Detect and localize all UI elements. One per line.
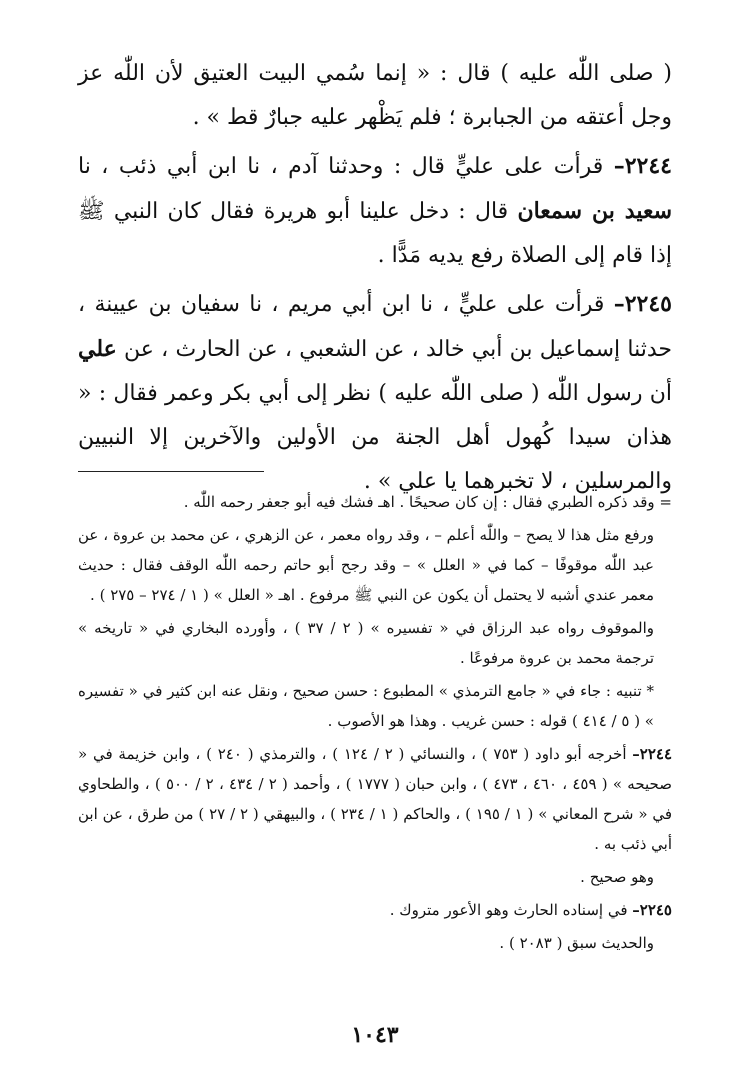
page-number: ١٠٤٣ [351,1022,399,1048]
book-page [78,0,672,1084]
footnote-text: أخرجه أبو داود ( ٧٥٣ ) ، والنسائي ( ٢ / ١٢٤ ) ، والترمذي ( ٢٤٠ ) ، وابن خزيمة في « صحيحه » ( ٤٥٩ ، ٤٦٠ ، ٤٧٣ ) ، وابن حبان ( ١٧٧٧ ) ، وأحمد ( ٢ / ٤٣٤ ، ٢ / ٥٠٠ ) ، والطحاوي في « شرح المعاني » ( ١ / ١٩٥ ) ، والحاكم ( ١ / ٢٣٤ ) ، والبيهقي ( ٢ / ٢٧ ) من طرق ، عن ابن أبي ذئب به . [78,745,672,853]
footnote-continuation: = وقد ذكره الطبري فقال : إن كان صحيحًا . اهـ فشك فيه أبو جعفر رحمه اللّٰه . [183,493,672,511]
hadith-text: قال : دخل علينا أبو هريرة فقال كان النبي ﷺ إذا قام إلى الصلاة رفع يديه مَدًّا . [78,199,672,268]
footnote-number: ٢٢٤٤– [632,745,673,763]
footnote-note: * تنبيه : جاء في « جامع الترمذي » المطبوع : حسن صحيح ، ونقل عنه ابن كثير في « تفسيره » ( ٥ / ٤١٤ ) قوله : حسن غريب . وهذا هو الأصوب . [78,682,654,730]
intro-paragraph: ( صلى اللّٰه عليه ) قال : « إنما سُمي البيت العتيق لأن اللّٰه عز وجل أعتقه من الجبابرة ؛ فلم يَظْهر عليه جبارٌ قط » . [78,61,672,130]
hadith-2244 [78,144,672,278]
narrator-name: علي [78,336,117,362]
hadith-text: قرأت على عليٍّ قال : وحدثنا آدم ، نا ابن أبي ذئب ، نا [78,154,614,179]
footnote-paragraph: ورفع مثل هذا لا يصح – واللّٰه أعلم – ، وقد رواه معمر ، عن الزهري ، عن محمد بن عروة ، عن عبد اللّٰه موقوفًا – كما في « العلل » – وقد رجح أبو حاتم رحمه اللّٰه الوقف فقال : حديث معمر عندي أشبه لا يحتمل أن يكون عن النبي ﷺ مرفوع . اهـ « العلل » ( ١ / ٢٧٤ – ٢٧٥ ) . [78,526,654,604]
footnote-paragraph: والموقوف رواه عبد الرزاق في « تفسيره » ( ٢ / ٣٧ ) ، وأورده البخاري في « تاريخه » ترجمة محمد بن عروة مرفوعًا . [78,619,654,667]
footnote-text: في إسناده الحارث وهو الأعور متروك . [389,901,633,919]
footnote-2245 [78,895,672,925]
narrator-name: سعيد بن سمعان [517,198,673,224]
footnote-paragraph: والحديث سبق ( ٢٠٨٣ ) . [499,934,654,952]
footnote-number: ٢٢٤٥– [632,901,672,919]
hadith-number: ٢٢٤٤– [613,153,672,179]
footnote-paragraph: وهو صحيح . [580,868,654,886]
hadith-text: قرأت على عليٍّ ، نا ابن أبي مريم ، نا سفيان بن عيينة ، حدثنا إسماعيل بن أبي خالد ، عن الشعبي ، عن الحارث ، عن [78,292,672,362]
footnotes [78,487,672,961]
footnote-divider [78,471,264,472]
hadith-number: ٢٢٤٥– [613,291,672,317]
hadith-text: أن رسول اللّٰه ( صلى اللّٰه عليه ) نظر إلى أبي بكر وعمر فقال : « هذان سيدا كُهول أهل الجنة من الأولين والآخرين إلا النبيين والمرسلين ، لا تخبرهما يا علي » . [78,381,672,494]
main-text [78,52,672,508]
footnote-2244 [78,739,672,859]
